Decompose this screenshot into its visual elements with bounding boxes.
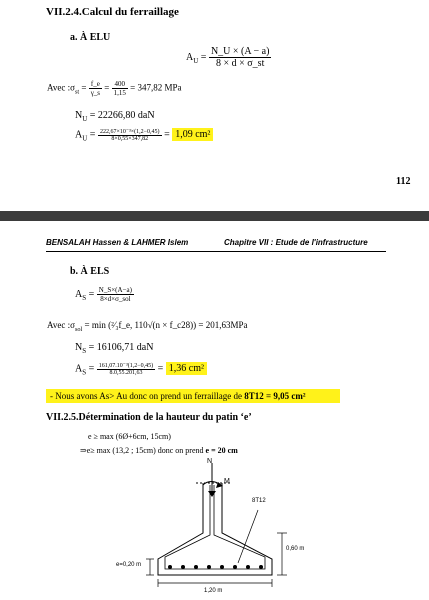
as-result: 1,36 cm² [166,362,207,375]
page-separator [0,211,429,221]
els-heading: b. À ELS [70,266,110,277]
header-chapter: Chapitre VII : Etude de l'infrastructure [224,238,368,247]
header-authors: BENSALAH Hassen & LAHMER Islem [46,238,189,247]
section-title-patin: VII.2.5.Détermination de la hauteur du patin ‘e’ [46,412,252,423]
formula-au-general: $A_U$ = $\frac{N\_U \times (A - a)}{8 \times d \times \sigma\_st}$ [186,46,270,69]
e-condition-line: e ≥ max (6Ø+6cm, 15cm) [88,432,171,441]
label-rebar: 8T12 [252,498,266,504]
e-result-line: ⇒e≥ max (13,2 ; 15cm) donc on prend e = 20 cm [80,446,238,455]
label-n: N [207,458,213,465]
elu-heading: a. À ELU [70,32,111,43]
as-calculation: $A_S$ = $\frac{\text{161,07.10⁻³(1,2−0,45)}}{8.0,55.201,63}$ = 1,36 cm² [75,362,207,376]
header-rule [46,251,386,252]
sigma-st-line: Avec $:\sigma_{st}$ = $\frac{f\_e}{\gamma\_s}$ = $\frac{400}{1,15}$ = 347,82 MPa [47,80,182,97]
page-number: 112 [396,176,411,187]
ns-line: $N_S = 16106,71$ daN [75,342,154,355]
label-width: 1,20 m [204,588,223,594]
section-title-ferraillage: VII.2.4.Calcul du ferraillage [46,6,179,18]
footing-diagram [0,455,429,600]
au-calculation: $A_U$ = $\frac{\text{222,67×10⁻³×(1,2−0,45)}}{8\times 0,55\times 347,82}$ = 1,09 cm² [75,128,213,142]
rebar-leader [238,510,258,563]
sigma-sol-line: Avec $:\sigma_{sol} = \min$ (²⁄₃f_e, 110√(n × f_c28)) = 201,63MPa [47,320,248,333]
label-e: e=0,20 m [116,562,142,568]
footing-outline [158,483,272,575]
nu-line: $N_U = 22266,80$ daN [75,110,155,123]
n-arrowhead [208,491,216,497]
formula-as-general: $A_S$ = $\frac{N\_S\times(A-a)}{\text{8×d×σ\_sol}}$ [75,286,132,303]
conclusion-line: - Nous avons As> Au donc on prend un ferraillage de 8T12 = 9,05 cm² [46,389,340,403]
label-height: 0,60 m [286,546,305,552]
label-m: M [224,478,230,485]
rebar-dots [168,565,263,569]
au-result: 1,09 cm² [172,128,213,141]
